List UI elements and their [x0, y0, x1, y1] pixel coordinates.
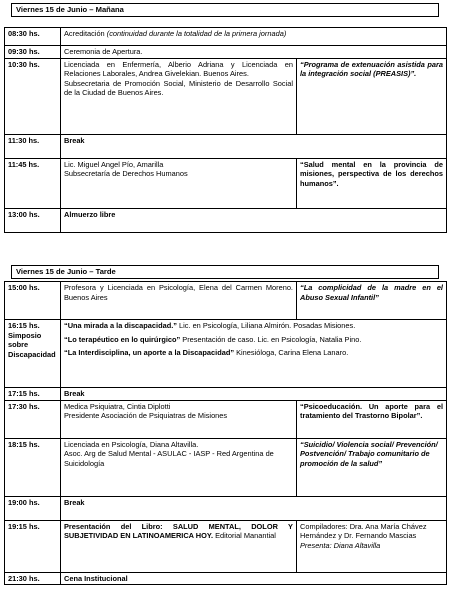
symposium-item: [64, 335, 443, 345]
morning-schedule-table: [4, 27, 447, 233]
table-row: [5, 28, 447, 46]
compilers-cell: [297, 520, 447, 572]
speakers-text: Lic. Miguel Angel Pío, Amarilla: [64, 159, 164, 169]
time-cell: 08:30 hs.: [5, 28, 61, 46]
speakers-affiliation: Asoc. Arg de Salud Mental - ASULAC - IASP - Red Argentina de Suicidología: [64, 449, 274, 468]
compilers-text: Compiladores: Dra. Ana María Chávez Hernández y Dr. Fernando Mascias: [300, 521, 427, 541]
topic-cell: “Programa de extenuación asistida para la integración social (PREASIS)”.: [297, 58, 447, 134]
table-row: [5, 320, 447, 388]
symposium-item-speaker: Presentación de caso. Lic. en Psicología, Natalia Pino.: [180, 334, 362, 344]
description-cell: Cena Institucional: [61, 572, 447, 585]
speakers-affiliation: Subsecretaría de Derechos Humanos: [64, 169, 188, 179]
description-text: Acreditación: [64, 29, 105, 38]
time-cell: 13:00 hs.: [5, 208, 61, 232]
afternoon-schedule-table: [4, 281, 447, 585]
topic-cell: “La complicidad de la madre en el Abuso Sexual Infantil”: [297, 282, 447, 320]
symposium-item: [64, 348, 443, 358]
speakers-text: Licenciada en Enfermería, Alberio Adriana y Licenciada en Relaciones Laborales, Andrea Givelekian. Buenos Aires.: [64, 59, 293, 79]
symposium-item: [64, 321, 443, 331]
morning-header: Viernes 15 de Junio – Mañana: [11, 3, 439, 17]
description-cell: Almuerzo libre: [61, 208, 447, 232]
table-row: [5, 388, 447, 401]
table-row: [5, 46, 447, 59]
description-cell: Break: [61, 134, 447, 158]
symposium-item-speaker: Kinesióloga, Carina Elena Lanaro.: [234, 348, 349, 358]
table-row: [5, 58, 447, 134]
speakers-text: Licenciada en Psicología, Diana Altavilla.: [64, 439, 199, 449]
speakers-cell: [61, 438, 297, 496]
description-cell: [61, 28, 447, 46]
time-cell: 21:30 hs.: [5, 572, 61, 585]
table-row: [5, 282, 447, 320]
speakers-cell: [61, 158, 297, 208]
time-cell: 15:00 hs.: [5, 282, 61, 320]
symposium-cell: [61, 320, 447, 388]
table-row: [5, 208, 447, 232]
time-cell: 18:15 hs.: [5, 438, 61, 496]
book-publisher: Editorial Manantial: [213, 531, 276, 541]
description-cell: Break: [61, 496, 447, 520]
time-cell: 19:00 hs.: [5, 496, 61, 520]
speakers-cell: [61, 58, 297, 134]
speakers-cell: [61, 400, 297, 438]
description-note: (continuidad durante la totalidad de la primera jornada): [106, 29, 287, 38]
speakers-cell: Profesora y Licenciada en Psicología, Elena del Carmen Moreno. Buenos Aires: [61, 282, 297, 320]
description-cell: Break: [61, 388, 447, 401]
presenter-text: Presenta: Diana Altavilla: [300, 540, 381, 550]
time-cell: 17:15 hs.: [5, 388, 61, 401]
table-row: [5, 520, 447, 572]
symposium-item-title: “La Interdisciplina, un aporte a la Discapacidad”: [64, 348, 235, 358]
symposium-item-title: “Lo terapéutico en lo quirúrgico”: [64, 334, 181, 344]
table-row: [5, 572, 447, 585]
time-cell: 17:30 hs.: [5, 400, 61, 438]
book-title: Presentación del Libro: SALUD MENTAL, DOLOR Y SUBJETIVIDAD EN LATINOAMERICA HOY.: [64, 521, 293, 541]
symposium-item-title: “Una mirada a la discapacidad.”: [64, 321, 177, 330]
time-cell: 11:45 hs.: [5, 158, 61, 208]
time-cell: 10:30 hs.: [5, 58, 61, 134]
time-cell: 19:15 hs.: [5, 520, 61, 572]
table-row: [5, 158, 447, 208]
book-cell: [61, 520, 297, 572]
time-cell: 09:30 hs.: [5, 46, 61, 59]
time-text: 16:15 hs.: [8, 321, 40, 330]
table-row: [5, 496, 447, 520]
symposium-label: Simposio sobre Discapacidad: [8, 330, 56, 359]
table-row: [5, 400, 447, 438]
speakers-affiliation: Subsecretaria de Promoción Social, Ministerio de Desarrollo Social de la Ciudad de Buenos Aires.: [64, 78, 293, 98]
table-row: [5, 438, 447, 496]
topic-cell: “Salud mental en la provincia de misiones, perspectiva de los derechos humanos”.: [297, 158, 447, 208]
speakers-text: Medica Psiquiatra, Cintia Diplotti: [64, 401, 171, 411]
description-cell: Ceremonia de Apertura.: [61, 46, 447, 59]
topic-cell: “Suicidio/ Violencia social/ Prevención/ Postvención/ Trabajo comunitario de promoción de la salud”: [297, 438, 447, 496]
time-cell: 11:30 hs.: [5, 134, 61, 158]
symposium-item-speaker: Lic. en Psicología, Liliana Almirón. Posadas Misiones.: [176, 321, 356, 330]
speakers-affiliation: Presidente Asociación de Psiquiatras de Misiones: [64, 411, 228, 421]
time-cell: [5, 320, 61, 388]
table-row: [5, 134, 447, 158]
topic-cell: “Psicoeducación. Un aporte para el tratamiento del Trastorno Bipolar”.: [297, 400, 447, 438]
afternoon-header: Viernes 15 de Junio – Tarde: [11, 265, 439, 279]
